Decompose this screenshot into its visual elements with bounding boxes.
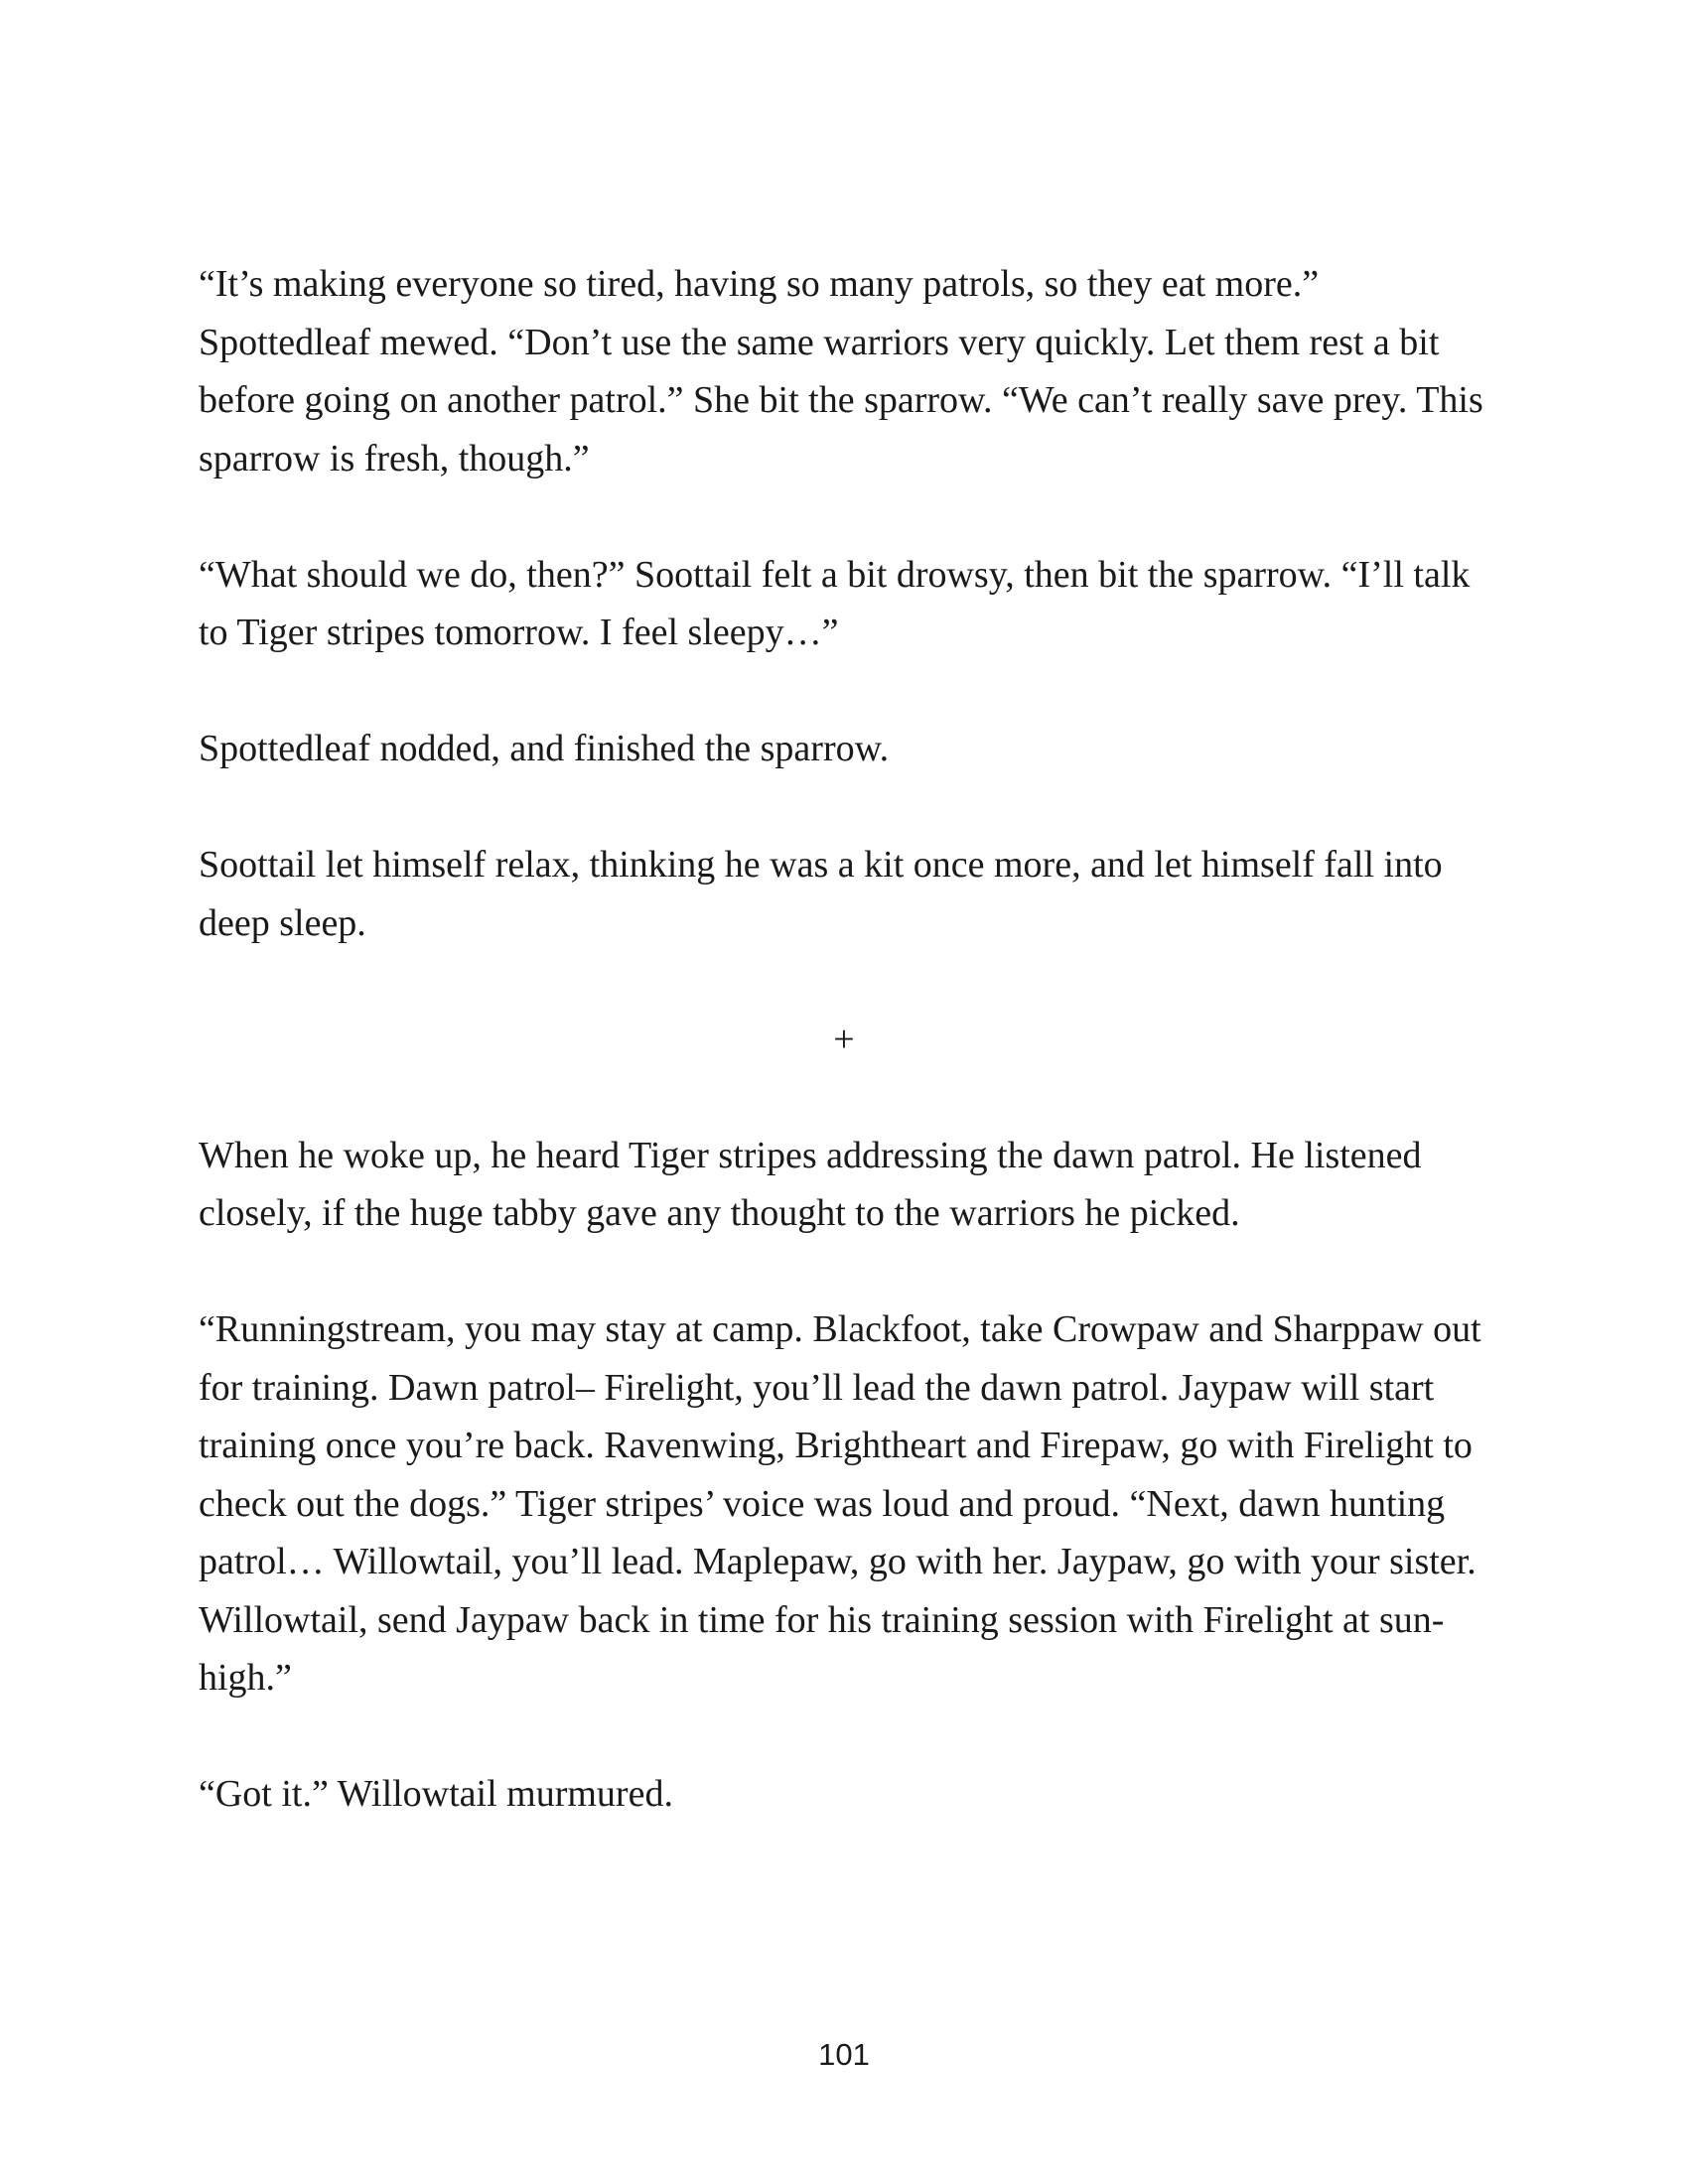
paragraph: “Runningstream, you may stay at camp. Blackfoot, take Crowpaw and Sharppaw out for training. Dawn patrol– Firelight, you’ll lead the dawn patrol. Jaypaw will start training once you’re back. Ravenwing, Brightheart and Firepaw, go with Firelight to check out the dogs.” Tiger stripes’ voice was loud and proud. “Next, dawn hunting patrol… Willowtail, you’ll lead. Maplepaw, go with her. Jaypaw, go with your sister. Willowtail, send Jaypaw back in time for his training session with Firelight at sun-high.” (199, 1308, 1481, 1699)
body-text (199, 255, 1489, 1881)
page-number: 101 (818, 2037, 870, 2072)
scene-break: + (833, 1018, 855, 1060)
paragraph: “What should we do, then?” Soottail felt a bit drowsy, then bit the sparrow. “I’ll talk to Tiger stripes tomorrow. I feel sleepy…” (199, 553, 1471, 653)
paragraph: “Got it.” Willowtail murmured. (199, 1773, 673, 1815)
paragraph: Soottail let himself relax, thinking he was a kit once more, and let himself fall into deep sleep. (199, 844, 1443, 944)
paragraph: Spottedleaf nodded, and finished the sparrow. (199, 728, 890, 769)
paragraph: When he woke up, he heard Tiger stripes addressing the dawn patrol. He listened closely, if the huge tabby gave any thought to the warriors he picked. (199, 1134, 1422, 1234)
paragraph: “It’s making everyone so tired, having so many patrols, so they eat more.” Spottedleaf mewed. “Don’t use the same warriors very quickly. Let them rest a bit before going on another patrol.” She bit the sparrow. “We can’t really save prey. This sparrow is fresh, though.” (199, 263, 1483, 479)
